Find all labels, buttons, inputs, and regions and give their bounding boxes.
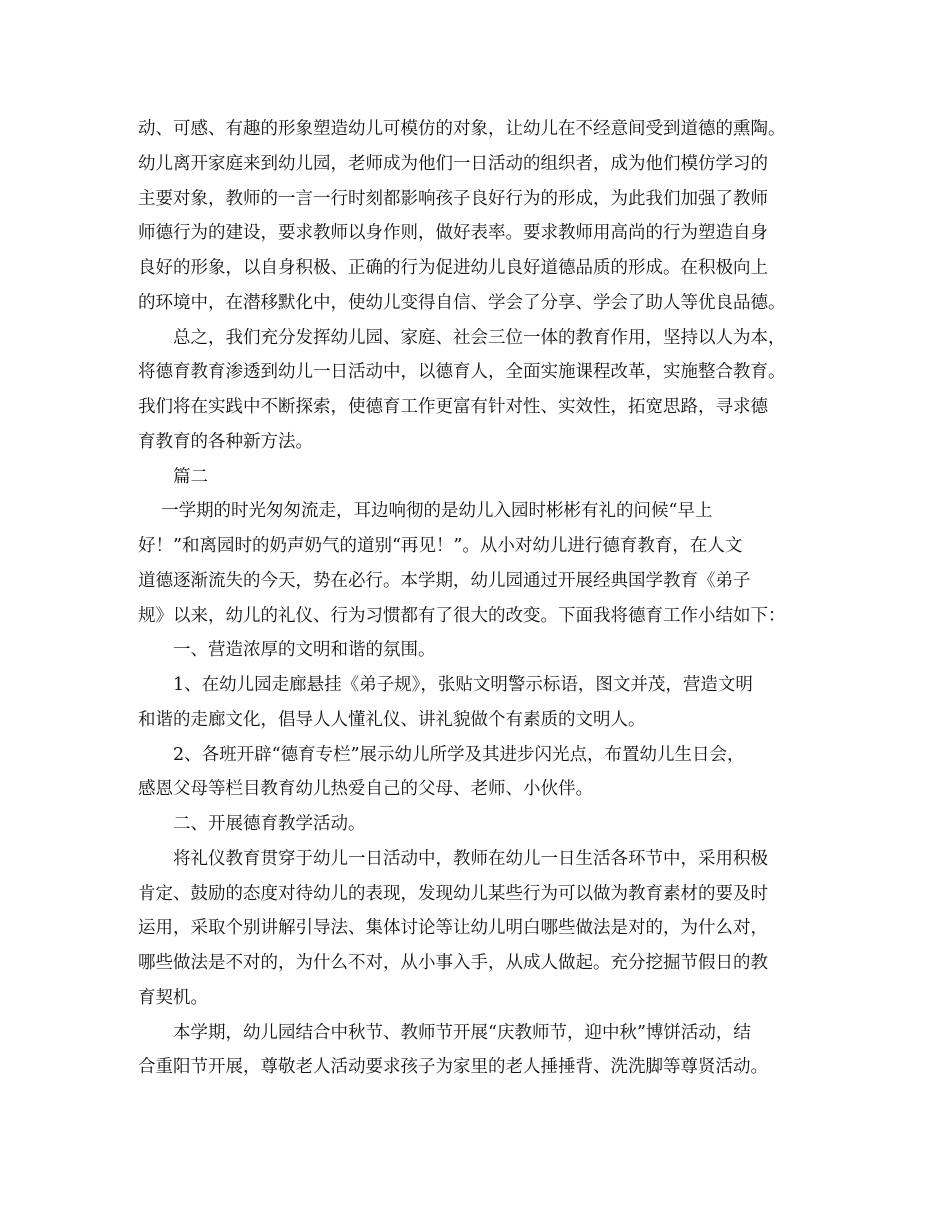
text-line: 将德育教育渗透到幼儿一日活动中，以德育人，全面实施课程改革，实施整合教育。 — [138, 362, 786, 383]
text-line: 规》以来，幼儿的礼仪、行为习惯都有了很大的改变。下面我将德育工作小结如下： — [138, 605, 786, 626]
text-line: 道德逐渐流失的今天，势在必行。本学期，幼儿园通过开展经典国学教育《弟子 — [138, 570, 751, 591]
text-line: 一学期的时光匆匆流走，耳边响彻的是幼儿入园时彬彬有礼的问候“早上 — [138, 501, 713, 522]
text-line: 2、各班开辟“德育专栏”展示幼儿所学及其进步闪光点，布置幼儿生日会， — [138, 744, 745, 765]
text-line: 和谐的走廊文化，倡导人人懂礼仪、讲礼貌做个有素质的文明人。 — [138, 709, 646, 730]
text-line: 好！”和离园时的奶声奶气的道别“再见！”。从小对幼儿进行德育教育，在人文 — [138, 536, 743, 556]
text-line: 我们将在实践中不断探索，使德育工作更富有针对性、实效性，拓宽思路，寻求德 — [138, 397, 768, 417]
section-heading: 篇二 — [138, 466, 208, 487]
text-line: 哪些做法是不对的，为什么不对，从小事入手，从成人做起。充分挖掘节假日的教 — [138, 953, 768, 973]
text-line: 幼儿离开家庭来到幼儿园，老师成为他们一日活动的组织者，成为他们模仿学习的 — [138, 153, 768, 174]
text-line: 育教育的各种新方法。 — [138, 431, 313, 452]
text-line: 将礼仪教育贯穿于幼儿一日活动中，教师在幼儿一日生活各环节中，采用积极 — [138, 848, 768, 869]
text-line: 的环境中，在潜移默化中，使幼儿变得自信、学会了分享、学会了助人等优良品德。 — [138, 292, 786, 313]
text-line: 肯定、鼓励的态度对待幼儿的表现，发现幼儿某些行为可以做为教育素材的要及时 — [138, 883, 768, 904]
text-line: 感恩父母等栏目教育幼儿热爱自己的父母、老师、小伙伴。 — [138, 779, 593, 800]
document-body — [138, 112, 828, 1085]
text-line: 动、可感、有趣的形象塑造幼儿可模仿的对象，让幼儿在不经意间受到道德的熏陶。 — [138, 119, 786, 139]
text-line: 合重阳节开展，尊敬老人活动要求孩子为家里的老人捶捶背、洗洗脚等尊贤活动。 — [138, 1057, 768, 1078]
text-line: 良好的形象，以自身积极、正确的行为促进幼儿良好道德品质的形成。在积极向上 — [138, 258, 768, 278]
text-line: 主要对象，教师的一言一行时刻都影响孩子良好行为的形成，为此我们加强了教师 — [138, 188, 768, 209]
text-line: 育契机。 — [138, 987, 208, 1008]
text-line: 师德行为的建设，要求教师以身作则，做好表率。要求教师用高尚的行为塑造自身 — [138, 223, 768, 244]
text-line: 1、在幼儿园走廊悬挂《弟子规》，张贴文明警示标语，图文并茂，营造文明 — [138, 675, 753, 695]
subsection-heading: 二、开展德育教学活动。 — [138, 814, 366, 834]
text-line: 本学期，幼儿园结合中秋节、教师节开展“庆教师节，迎中秋”博饼活动，结 — [138, 1022, 751, 1043]
text-line: 运用，采取个别讲解引导法、集体讨论等让幼儿明白哪些做法是对的，为什么对， — [138, 918, 768, 939]
subsection-heading: 一、营造浓厚的文明和谐的氛围。 — [138, 640, 436, 661]
text-line: 总之，我们充分发挥幼儿园、家庭、社会三位一体的教育作用，坚持以人为本， — [138, 327, 786, 348]
